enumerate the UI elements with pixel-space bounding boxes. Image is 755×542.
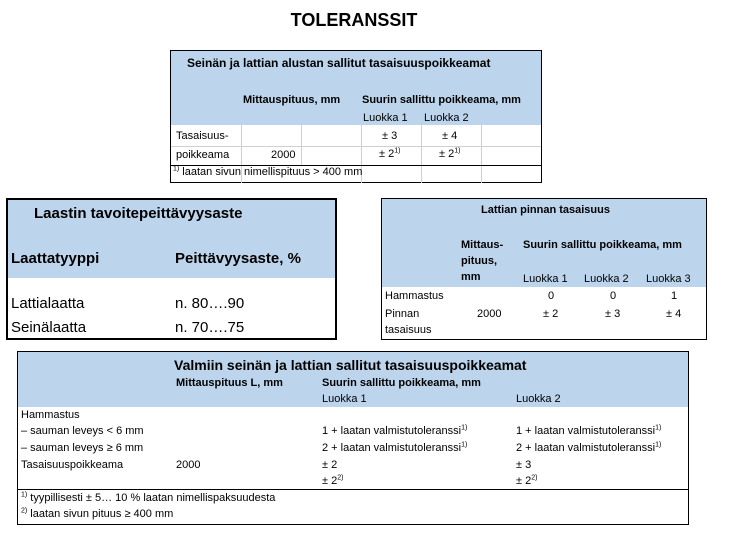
column-header-class-2: Luokka 2 (584, 273, 629, 285)
class-2-value: ± 3 (516, 459, 532, 471)
class-1-value: ± 3 (382, 130, 398, 142)
column-header-max-deviation: Suurin sallittu poikkeama, mm (322, 377, 481, 389)
class-2-value: 2 + laatan valmistutoleranssi$^{1)}$ (516, 441, 662, 454)
class-1-value: ± 2 (543, 308, 559, 320)
column-header-length: pituus, (461, 255, 498, 267)
column-header-class-2: Luokka 2 (424, 112, 469, 124)
finished-surface-tolerance-table (17, 351, 689, 525)
column-header-tile-type: Laattatyyppi (11, 250, 100, 267)
class-1-value: 2 + laatan valmistutoleranssi$^{1)}$ (322, 441, 468, 454)
column-header-max-deviation: Suurin sallittu poikkeama, mm (362, 94, 521, 106)
row-label: Tasaisuuspoikkeama (21, 459, 124, 471)
class-3-value: 1 (671, 290, 678, 302)
coverage-value: n. 70….75 (175, 319, 245, 336)
column-header-class-3: Luokka 3 (646, 273, 691, 285)
table-heading: Valmiin seinän ja lattian sallitut tasaisuuspoikkeamat (174, 357, 527, 373)
row-label: Hammastus (21, 409, 80, 421)
floor-flatness-table (381, 198, 707, 340)
class-3-value: ± 4 (666, 308, 682, 320)
column-header-class-1: Luokka 1 (322, 393, 367, 405)
row-label: tasaisuus (385, 324, 432, 336)
class-2-value: ± $2^{2)}$ (516, 474, 538, 487)
footnote: $^{1)}$ tyypillisesti ± 5… 10 % laatan nimellispaksuudesta (21, 491, 276, 504)
row-label: – sauman leveys ≥ 6 mm (21, 442, 144, 454)
column-header-max-deviation: Suurin sallittu poikkeama, mm (523, 239, 682, 251)
column-header-coverage: Peittävyysaste, % (175, 250, 301, 267)
class-2-value: ± 3 (605, 308, 621, 320)
measuring-length: 2000 (477, 308, 502, 320)
class-1-value: ± $2^{1)}$ (379, 147, 401, 160)
measuring-length: 2000 (176, 459, 201, 471)
table-heading: Laastin tavoitepeittävyysaste (34, 205, 243, 222)
class-2-value: ± $2^{1)}$ (439, 147, 461, 160)
row-label: Pinnan (385, 308, 420, 320)
column-header-length: Mittaus- (461, 239, 504, 251)
table-heading: Lattian pinnan tasaisuus (481, 204, 610, 216)
class-2-value: ± 4 (442, 130, 458, 142)
column-header-class-1: Luokka 1 (523, 273, 568, 285)
column-header-length: mm (461, 271, 481, 283)
column-header-class-2: Luokka 2 (516, 393, 561, 405)
substrate-tolerance-table (170, 50, 542, 183)
class-1-value: 1 + laatan valmistutoleranssi$^{1)}$ (322, 424, 468, 437)
class-1-value: ± $2^{2)}$ (322, 474, 344, 487)
class-2-value: 0 (610, 290, 617, 302)
row-label: poikkeama (176, 149, 230, 161)
row-label: – sauman leveys < 6 mm (21, 425, 144, 437)
column-header-length: Mittauspituus, mm (243, 94, 341, 106)
column-header-length: Mittauspituus L, mm (176, 377, 283, 389)
column-header-class-1: Luokka 1 (363, 112, 408, 124)
class-1-value: ± 2 (322, 459, 338, 471)
class-2-value: 1 + laatan valmistutoleranssi$^{1)}$ (516, 424, 662, 437)
footnote: $^{1)}$ laatan sivun nimellispituus > 400 mm (173, 165, 363, 178)
measuring-length: 2000 (271, 149, 296, 161)
class-1-value: 0 (548, 290, 555, 302)
coverage-value: n. 80….90 (175, 295, 245, 312)
footnote: $^{2)}$ laatan sivun pituus ≥ 400 mm (21, 507, 174, 520)
page-title: TOLERANSSIT (290, 10, 418, 30)
tile-type: Seinälaatta (11, 319, 87, 336)
row-label: Tasaisuus- (176, 130, 229, 142)
table-heading: Seinän ja lattian alustan sallitut tasaisuuspoikkeamat (187, 56, 491, 70)
row-label: Hammastus (385, 290, 444, 302)
tile-type: Lattialaatta (11, 295, 85, 312)
mortar-coverage-table (6, 198, 337, 340)
